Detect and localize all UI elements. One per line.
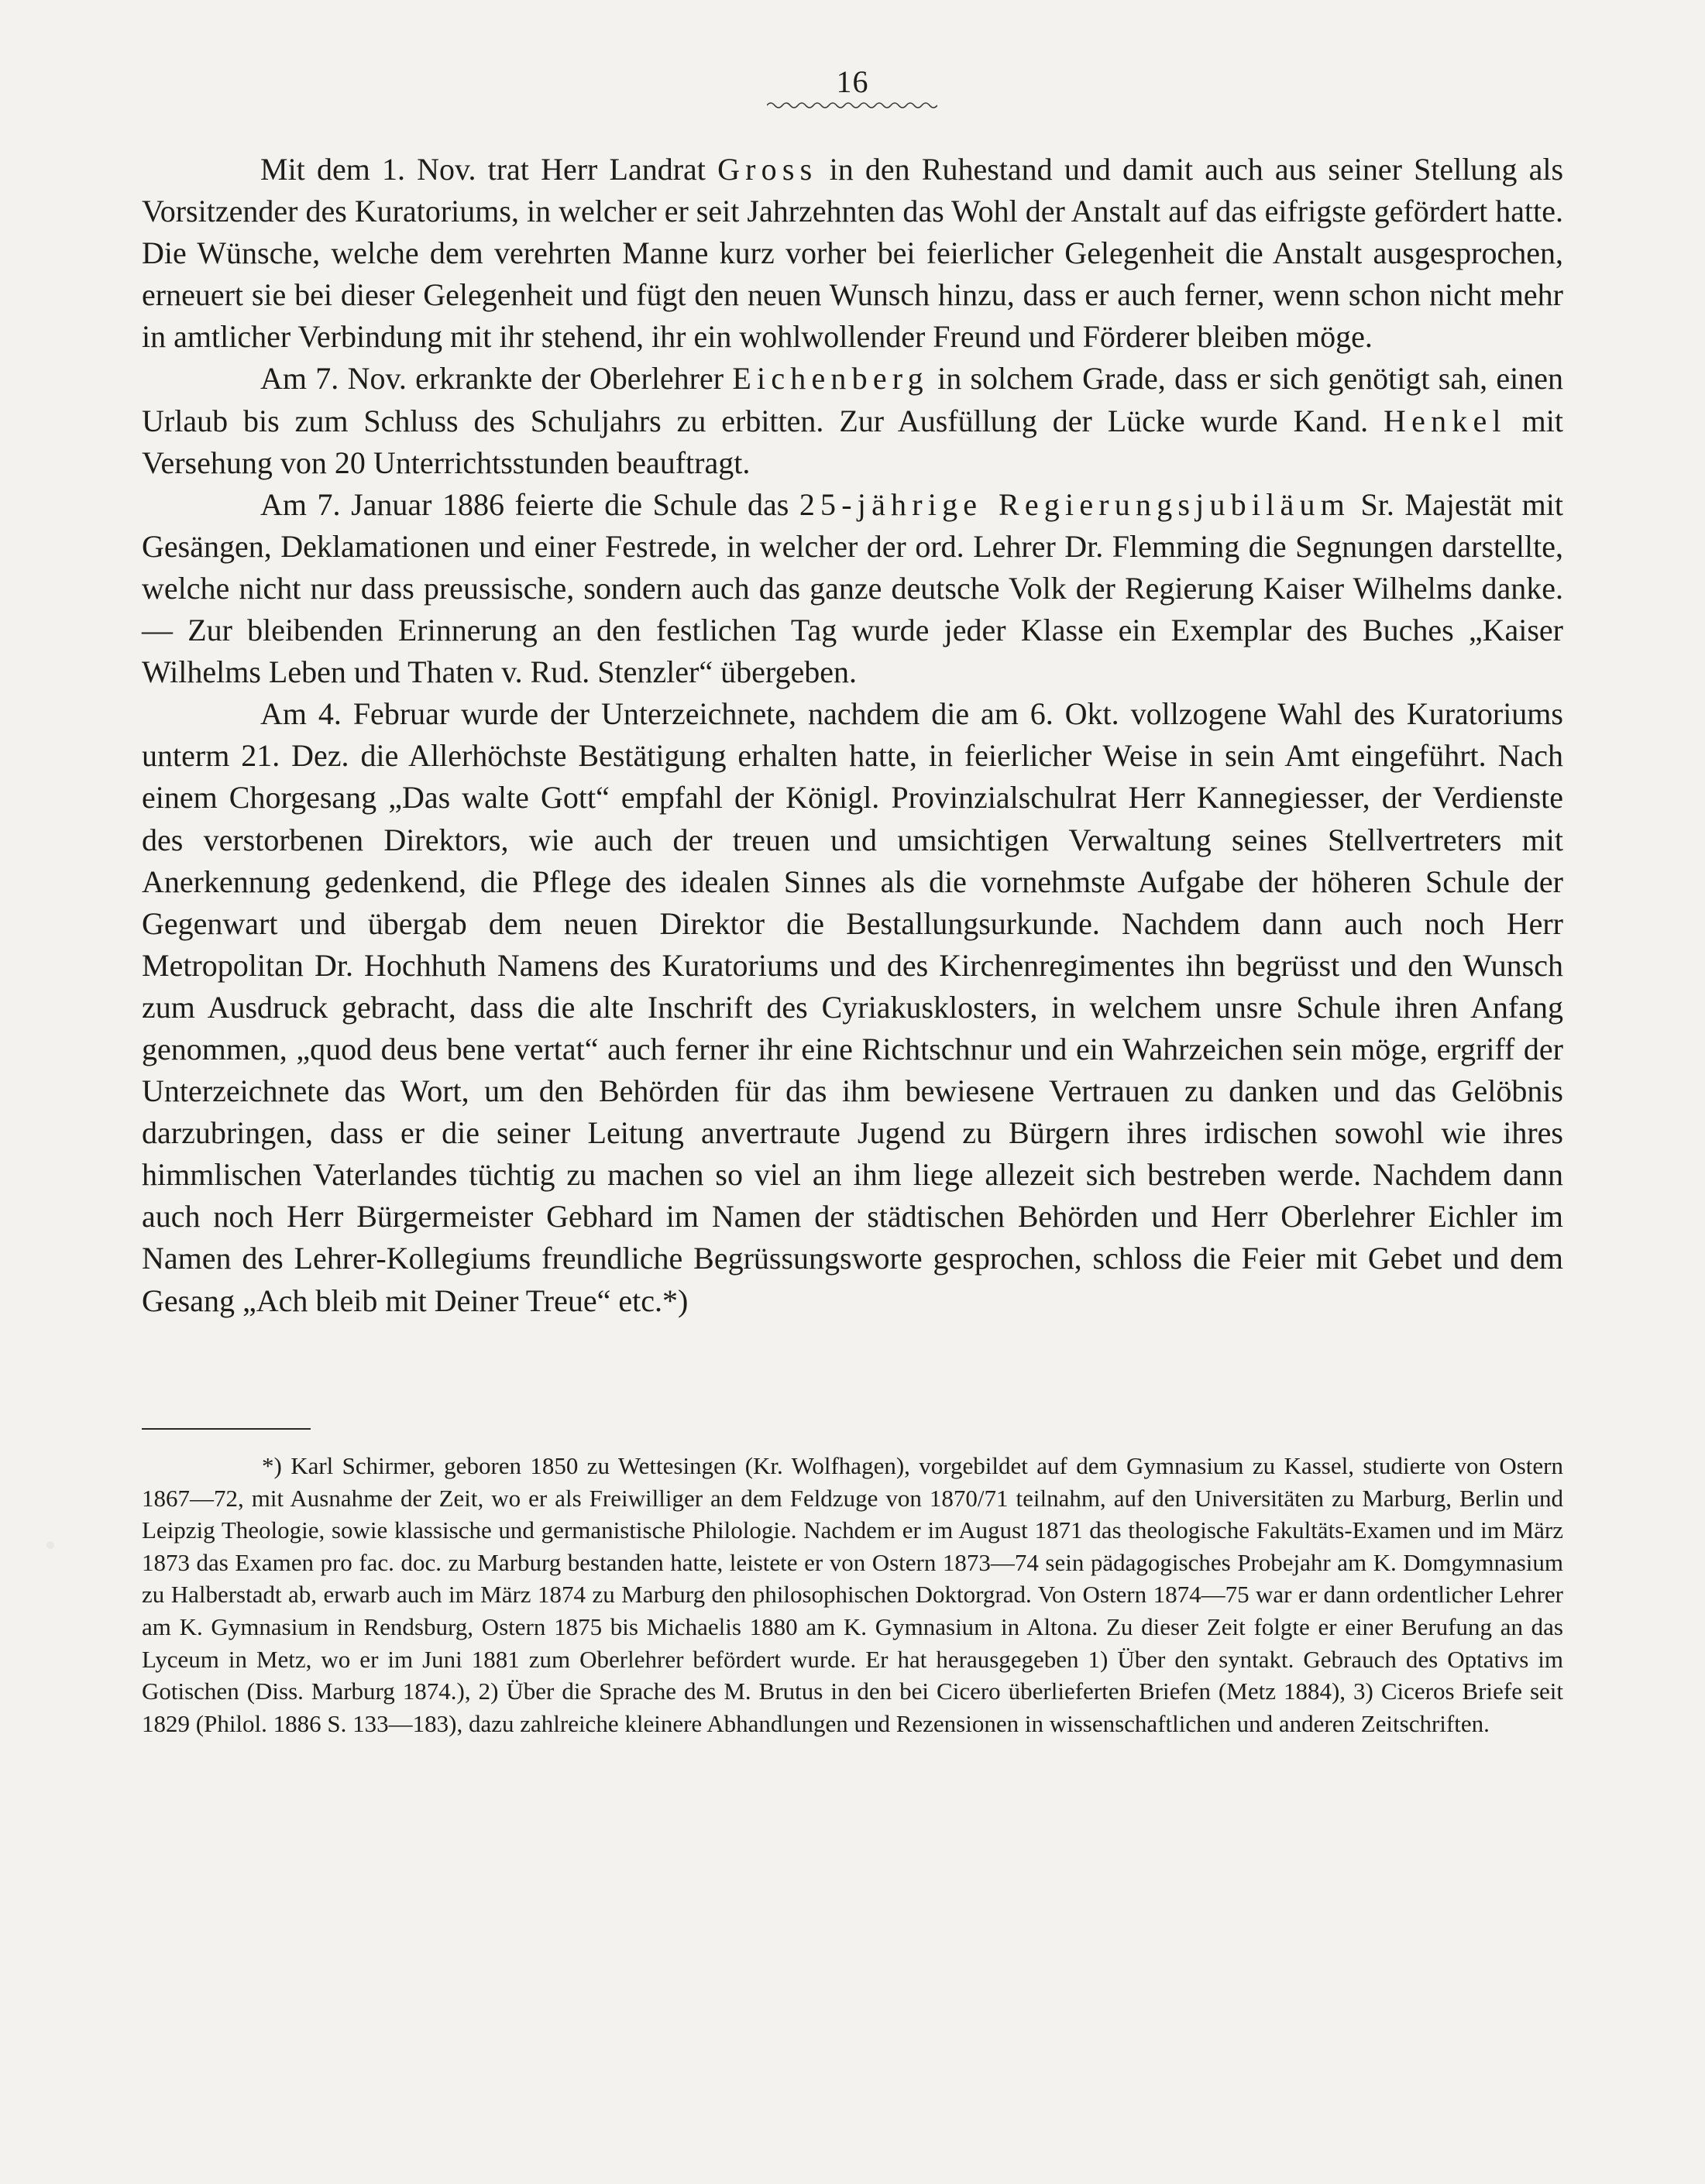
paragraph-eichenberg-illness (142, 358, 1563, 483)
paragraph-jubilee (142, 484, 1563, 693)
spaced-name-gross: Gross (717, 152, 818, 187)
footnote-text: *) Karl Schirmer, geboren 1850 zu Wettesingen (Kr. Wolfhagen), vorgebildet auf dem Gymnasium zu Kassel, studierte von Ostern 1867—72, mit Ausnahme der Zeit, wo er als Freiwilliger an dem Feldzuge von 1870/71 teilnahm, auf den Universitäten zu Marburg, Berlin und Leipzig Theologie, sowie klassische und germanistische Philologie. Nachdem er im August 1871 das theologische Fakultäts-Examen und im März 1873 das Examen pro fac. doc. zu Marburg bestanden hatte, leistete er von Ostern 1873—74 sein pädagogisches Probejahr am K. Domgymnasium zu Halberstadt ab, erwarb auch im März 1874 zu Marburg den philosophischen Doktorgrad. Von Ostern 1874—75 war er dann ordentlicher Lehrer am K. Gymnasium in Rendsburg, Ostern 1875 bis Michaelis 1880 am K. Gymnasium in Altona. Zu dieser Zeit folgte er einer Berufung an das Lyceum in Metz, wo er im Juni 1881 zum Oberlehrer befördert wurde. Er hat herausgegeben 1) Über den syntakt. Gebrauch des Optativs im Gotischen (Diss. Marburg 1874.), 2) Über die Sprache des M. Brutus in den bei Cicero überlieferten Briefen (Metz 1884), 3) Ciceros Briefe seit 1829 (Philol. 1886 S. 133—183), dazu zahlreiche kleinere Abhandlungen und Rezensionen in wissenschaftlichen und anderen Zeitschriften. (142, 1452, 1563, 1737)
main-text (142, 149, 1563, 1322)
spaced-name-eichenberg: Eichenberg (732, 361, 929, 397)
text-segment: Am 4. Februar wurde der Unterzeichnete, nachdem die am 6. Okt. vollzogene Wahl des Kuratoriums unterm 21. Dez. die Allerhöchste Bestätigung erhalten hatte, in feierlicher Weise in sein Amt eingeführt. Nach einem Chorgesang „Das walte Gott“ empfahl der Königl. Provinzialschulrat Herr Kannegiesser, der Verdienste des verstorbenen Direktors, wie auch der treuen und umsichtigen Verwaltung seines Stellvertreters mit Anerkennung gedenkend, die Pflege des idealen Sinnes als die vornehmste Aufgabe der höheren Schule der Gegenwart und übergab dem neuen Direktor die Bestallungsurkunde. Nachdem dann auch noch Herr Metropolitan Dr. Hochhuth Namens des Kuratoriums und des Kirchenregimentes ihn begrüsst und den Wunsch zum Ausdruck gebracht, dass die alte Inschrift des Cyriakusklosters, in welchem unsre Schule ihren Anfang genommen, „quod deus bene vertat“ auch ferner ihr eine Richtschnur und ein Wahrzeichen sein möge, ergriff der Unterzeichnete das Wort, um den Behörden für das ihm bewiesene Vertrauen zu danken und das Gelöbnis darzubringen, dass er die seiner Leitung anvertraute Jugend zu Bürgern ihres irdischen sowohl wie ihres himmlischen Vaterlandes tüchtig zu machen so viel an ihm liege allezeit sich bestreben werde. Nachdem dann auch noch Herr Bürgermeister Gebhard im Namen der städtischen Behörden und Herr Oberlehrer Eichler im Namen des Lehrer-Kollegiums freundliche Begrüssungsworte gesprochen, schloss die Feier mit Gebet und dem Gesang „Ach bleib mit Deiner Treue“ etc.*) (142, 696, 1563, 1318)
spaced-jubilee: 25-jährige Regierungsjubiläum (799, 486, 1350, 522)
page-number-ornament (767, 99, 937, 112)
text-segment: Mit dem 1. Nov. trat Herr Landrat (260, 152, 718, 187)
footnote (142, 1450, 1563, 1739)
text-segment: Sr. Majestät mit Gesängen, Deklamationen und einer Festrede, in welcher der ord. Lehrer Dr. Flemming die Segnungen darstellte, welche nicht nur dass preussische, sondern auch das ganze deutsche Volk der Regierung Kaiser Wilhelms danke. — Zur bleibenden Erinnerung an den festlichen Tag wurde jeder Klasse ein Exemplar des Buches „Kaiser Wilhelms Leben und Thaten v. Rud. Stenzler“ übergeben. (142, 486, 1564, 690)
text-segment: Am 7. Januar 1886 feierte die Schule das (260, 486, 799, 522)
paragraph-gross-retirement (142, 149, 1563, 358)
spaced-name-henkel: Henkel (1384, 403, 1507, 438)
paragraph-director-installation (142, 693, 1563, 1321)
text-segment: mit Versehung von 20 Unterrichtsstunden beauftragt. (142, 403, 1564, 480)
text-segment: in den Ruhestand und damit auch aus seiner Stellung als Vorsitzender des Kuratoriums, in welcher er seit Jahrzehnten das Wohl der Anstalt auf das eifrigste gefördert hatte. Die Wünsche, welche dem verehrten Manne kurz vorher bei feierlicher Gelegenheit die Anstalt ausgesprochen, erneuert sie bei dieser Gelegenheit und fügt den neuen Wunsch hinzu, dass er auch ferner, wenn schon nicht mehr in amtlicher Verbindung mit ihr stehend, ihr ein wohlwollender Freund und Förderer bleiben möge. (142, 152, 1564, 355)
text-segment: Am 7. Nov. erkrankte der Oberlehrer (260, 361, 733, 397)
footnote-divider (142, 1428, 311, 1430)
text-segment: in solchem Grade, dass er sich genötigt sah, einen Urlaub bis zum Schluss des Schuljahrs zu erbitten. Zur Ausfüllung der Lücke wurde Kand. (142, 361, 1563, 438)
paper-stain (46, 1541, 54, 1549)
page-number: 16 (836, 64, 869, 99)
